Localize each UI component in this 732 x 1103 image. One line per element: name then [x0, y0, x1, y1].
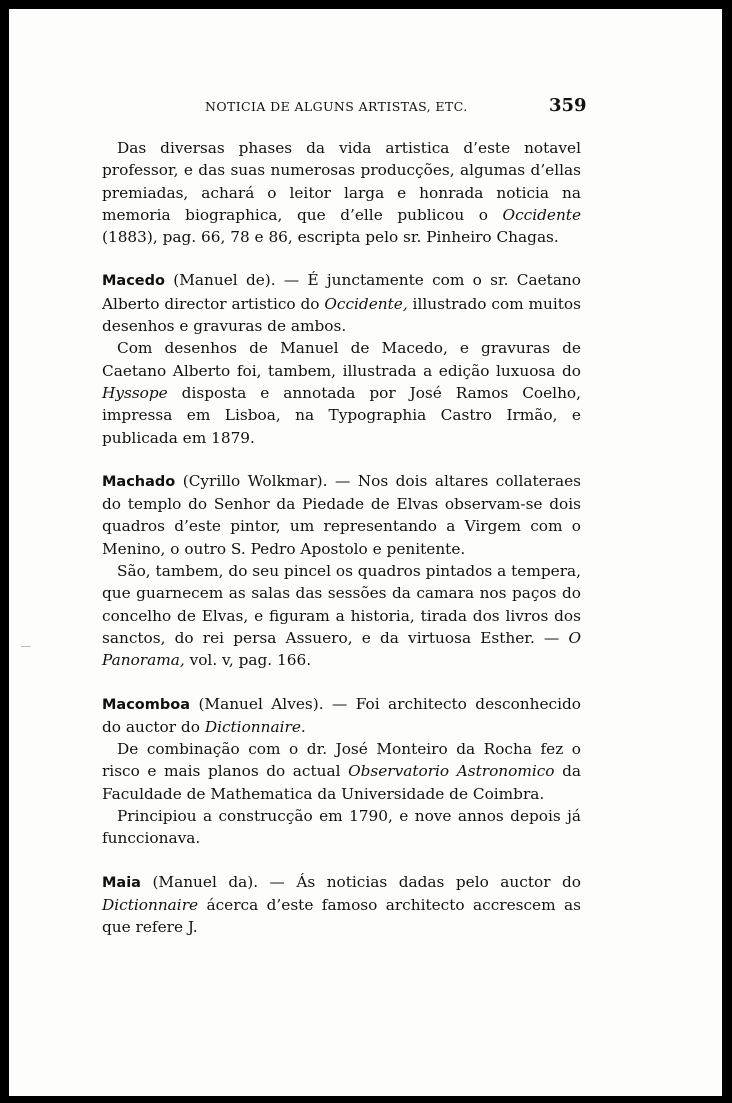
entry-name: Macomboa [102, 696, 191, 713]
text-run: (1883), pag. 66, 78 e 86, escripta pelo sr. Pinheiro Chagas. [102, 228, 559, 247]
text-run: São, tambem, do seu pincel os quadros pintados a tempera, que guarnecem as salas das sessões da camara nos paços do concelho de Elvas, e figuram a historia, tirada dos livros dos sanctos, do rei persa Assuero, e da virtuosa Esther. — [102, 562, 581, 647]
italic-title: Observatorio Astronomico [348, 762, 555, 781]
book-page [9, 9, 722, 1096]
text-run: vol. v, pag. 166. [184, 651, 312, 670]
body-text [102, 137, 581, 939]
paragraph-macedo-2 [102, 337, 581, 448]
entry-name: Machado [102, 473, 176, 490]
paragraph-intro [102, 137, 581, 248]
entry-macedo [102, 269, 581, 337]
text-run: Principiou a construcção em 1790, e nove annos depois já funccionava. [102, 807, 581, 848]
text-run: Das diversas phases da vida artistica d’este notavel professor, e das suas numerosas producções, algumas d’ellas premiadas, achará o leitor larga e honrada noticia na memoria biographica, que d’elle publicou o [102, 139, 581, 224]
italic-title: Dictionnaire [102, 895, 199, 914]
entry-macomboa [102, 693, 581, 739]
entry-maia [102, 871, 581, 939]
italic-title: O Panorama, [102, 628, 581, 670]
text-run: (Manuel da). — Ás noticias dadas pelo auctor do [140, 872, 581, 891]
entry-name: Macedo [102, 273, 165, 290]
paragraph-macomboa-2 [102, 738, 581, 805]
italic-title: Hyssope [102, 383, 168, 402]
text-run: De combinação com o dr. José Monteiro da Rocha fez o risco e mais planos do actual [102, 740, 581, 781]
paragraph-macomboa-3 [102, 805, 581, 850]
running-head [9, 95, 722, 121]
text-run: Com desenhos de Manuel de Macedo, e gravuras de Caetano Alberto foi, tambem, illustrada a edição luxuosa do [102, 339, 581, 380]
italic-title: Occidente [502, 205, 581, 224]
entry-machado [102, 470, 581, 560]
text-run: (Manuel Alves). — Foi architecto desconhecido do auctor do [102, 694, 581, 736]
page-number: 359 [549, 95, 587, 116]
text-run: (Cyrillo Wolkmar). — Nos dois altares collateraes do templo do Senhor da Piedade de Elvas observam-se dois quadros d’este pintor, um representando a Virgem com o Menino, o outro S. Pedro Apostolo e penitente. [102, 471, 581, 558]
italic-title: Dictionnaire. [204, 717, 306, 736]
text-run: illustrado com muitos desenhos e gravuras de ambos. [102, 294, 581, 336]
entry-name: Maia [102, 874, 141, 891]
text-run: ácerca d’este famoso architecto accrescem as que refere J. [102, 895, 581, 937]
paragraph-machado-2 [102, 560, 581, 671]
text-run: disposta e annotada por José Ramos Coelho, impressa em Lisboa, na Typographia Castro Irmão, e publicada em 1879. [102, 383, 581, 447]
running-title: NOTICIA DE ALGUNS ARTISTAS, ETC. [205, 99, 468, 114]
margin-mark [21, 646, 31, 647]
italic-title: Occidente, [324, 294, 408, 313]
text-run: da Faculdade de Mathematica da Universidade de Coimbra. [102, 762, 581, 803]
text-run: (Manuel de). — É junctamente com o sr. Caetano Alberto director artistico do [102, 271, 581, 313]
